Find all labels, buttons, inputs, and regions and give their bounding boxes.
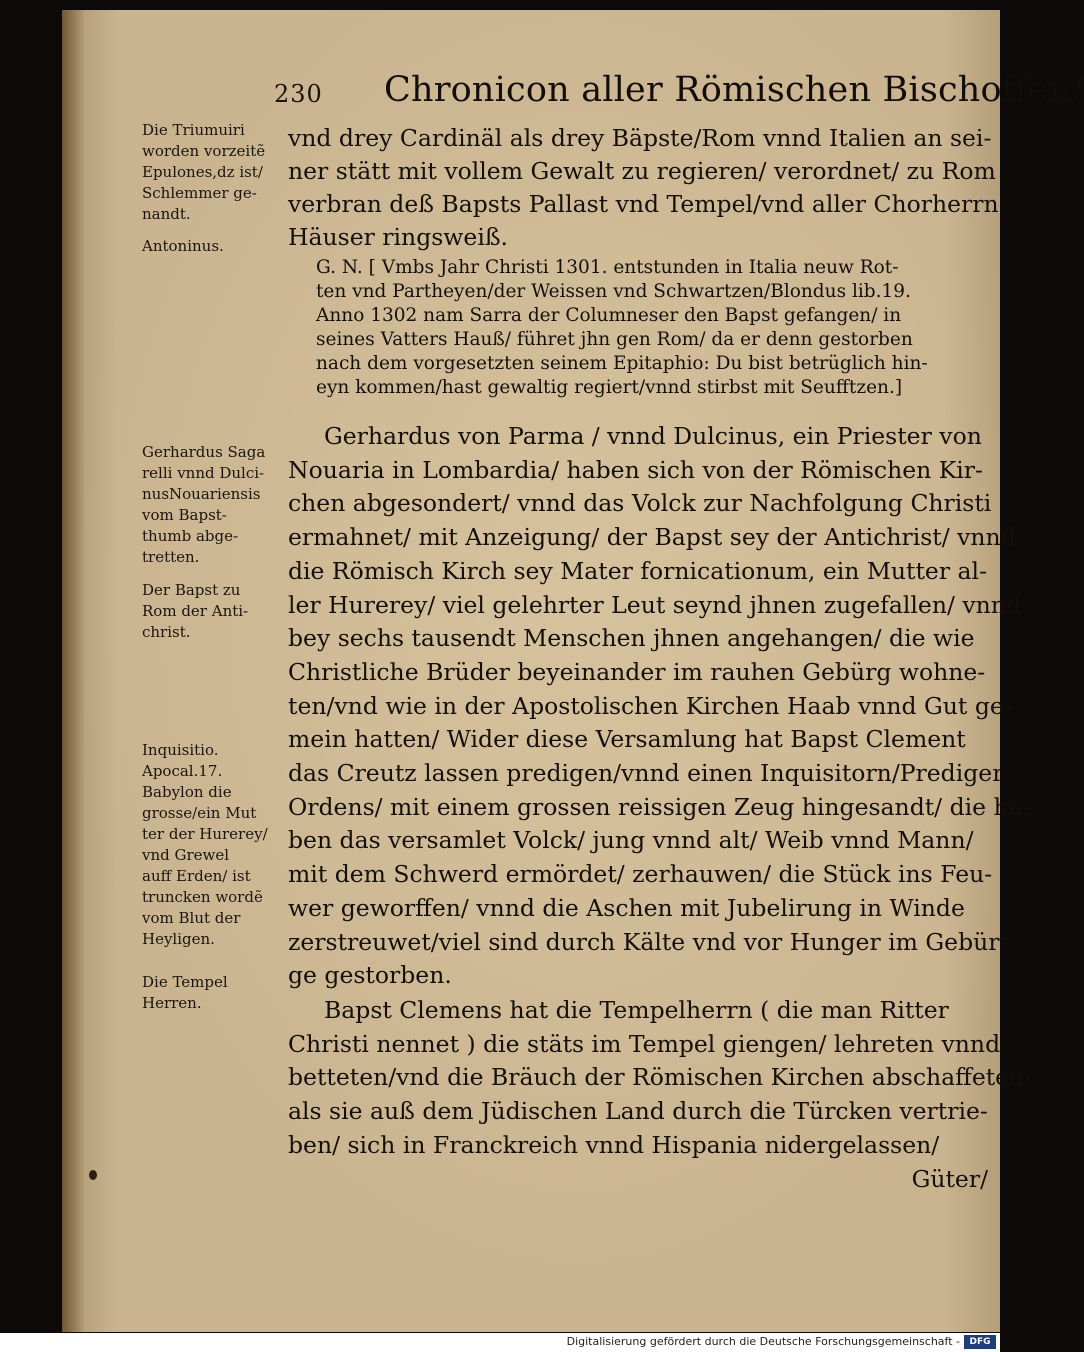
margin-note-line: Rom der Anti- (142, 602, 249, 620)
margin-note-antoninus (142, 236, 292, 257)
margin-note-line: truncken wordẽ (142, 888, 263, 906)
margin-note-line: Heyligen. (142, 930, 215, 948)
scanned-page (62, 10, 1084, 1332)
margin-note-line: vom Bapst- (142, 506, 227, 524)
text-line: ten vnd Partheyen/der Weissen vnd Schwartzen/Blondus lib.19. (316, 281, 911, 302)
text-line: ben/ sich in Franckreich vnnd Hispania nidergelassen/ (288, 1130, 940, 1159)
text-line: ermahnet/ mit Anzeigung/ der Bapst sey der Antichrist/ vnnd (288, 523, 1016, 552)
text-line: Christi nennet ) die stäts im Tempel giengen/ lehreten vnnd (288, 1029, 1001, 1058)
text-line: chen abgesondert/ vnnd das Volck zur Nachfolgung Christi (288, 489, 992, 518)
text-line: wer geworffen/ vnnd die Aschen mit Jubelirung in Winde (288, 893, 965, 922)
footer-bar (0, 1333, 1000, 1352)
text-line: vnd drey Cardinäl als drey Bäpste/Rom vnnd Italien an sei- (288, 124, 992, 152)
page-binding-edge (62, 10, 84, 1332)
text-line: G. N. [ Vmbs Jahr Christi 1301. entstunden in Italia neuw Rot- (316, 257, 899, 278)
text-line: mit dem Schwerd ermördet/ zerhauwen/ die Stück ins Feu- (288, 860, 993, 889)
paragraph-gerhardus (288, 420, 1031, 993)
text-line: ten/vnd wie in der Apostolischen Kirchen Haab vnnd Gut ge- (288, 691, 1012, 720)
margin-note-line: nandt. (142, 205, 191, 223)
paragraph-cardinals (288, 122, 999, 254)
margin-note-line: Inquisitio. (142, 741, 219, 759)
margin-note-tempel-herren (142, 972, 292, 1014)
text-line: Bapst Clemens hat die Tempelherrn ( die man Ritter (324, 996, 949, 1024)
text-line: ner stätt mit vollem Gewalt zu regieren/ verordnet/ zu Rom (288, 157, 996, 185)
text-line: Anno 1302 nam Sarra der Columneser den Bapst gefangen/ in (316, 305, 902, 326)
text-line: Gerhardus von Parma / vnnd Dulcinus, ein Priester von (324, 422, 982, 450)
margin-note-inquisitio (142, 740, 292, 950)
text-line: das Creutz lassen predigen/vnnd einen Inquisitorn/Prediger (288, 759, 1004, 788)
margin-note-line: relli vnnd Dulci- (142, 464, 265, 482)
margin-note-line: Schlemmer ge- (142, 184, 257, 202)
funding-credit: Digitalisierung gefördert durch die Deutsche Forschungsgemeinschaft - (566, 1335, 960, 1348)
paragraph-templars (288, 994, 1032, 1196)
text-line: betteten/vnd die Bräuch der Römischen Kirchen abschaffeten/ (288, 1063, 1033, 1092)
margin-note-line: Der Bapst zu (142, 581, 241, 599)
margin-note-gerhardus (142, 442, 292, 568)
margin-note-line: Die Tempel (142, 973, 228, 991)
text-line: als sie auß dem Jüdischen Land durch die Türcken vertrie- (288, 1097, 988, 1126)
ink-blot (89, 1170, 97, 1180)
text-line: ler Hurerey/ viel gelehrter Leut seynd jhnen zugefallen/ vnnd (288, 590, 1021, 619)
text-line: eyn kommen/hast gewaltig regiert/vnnd stirbst mit Seufftzen.] (316, 377, 903, 398)
margin-note-antichrist (142, 580, 292, 643)
paragraph-annotation (316, 256, 928, 400)
margin-note-line: grosse/ein Mut (142, 804, 257, 822)
running-title: Chronicon aller Römischen Bischoffen/ (384, 70, 1084, 110)
margin-note-line: Die Triumuiri (142, 121, 245, 139)
page-header (274, 62, 1084, 122)
margin-note-line: vom Blut der (142, 909, 241, 927)
margin-note-line: Antoninus. (142, 237, 224, 255)
margin-note-line: tretten. (142, 548, 200, 566)
margin-note-line: Apocal.17. (142, 762, 223, 780)
text-line: verbran deß Bapsts Pallast vnd Tempel/vnd aller Chorherrn (288, 190, 999, 218)
catchword: Güter/ (911, 1164, 988, 1193)
text-line: bey sechs tausendt Menschen jhnen angehangen/ die wie (288, 624, 975, 653)
text-line: die Römisch Kirch sey Mater fornicationum, ein Mutter al- (288, 556, 988, 585)
margin-note-line: Epulones,dz ist/ (142, 163, 263, 181)
margin-note-line: nusNouariensis (142, 485, 261, 503)
text-line: Christliche Brüder beyeinander im rauhen Gebürg wohne- (288, 657, 986, 686)
margin-note-line: worden vorzeitẽ (142, 142, 266, 160)
margin-note-line: vnd Grewel (142, 846, 230, 864)
page-number: 230 (274, 80, 323, 108)
margin-note-line: thumb abge- (142, 527, 239, 545)
margin-note-line: Babylon die (142, 783, 232, 801)
dfg-logo-icon: DFG (964, 1335, 996, 1349)
text-line: seines Vatters Hauß/ führet jhn gen Rom/ da er denn gestorben (316, 329, 913, 350)
margin-notes (142, 120, 292, 1120)
text-line: Häuser ringsweiß. (288, 223, 509, 251)
margin-note-line: ter der Hurerey/ (142, 825, 268, 843)
text-line: ge gestorben. (288, 961, 452, 990)
text-line: nach dem vorgesetzten seinem Epitaphio: Du bist betrüglich hin- (316, 353, 928, 374)
text-line: Nouaria in Lombardia/ haben sich von der Römischen Kir- (288, 455, 983, 484)
margin-note-line: auff Erden/ ist (142, 867, 251, 885)
text-line: ben das versamlet Volck/ jung vnnd alt/ Weib vnnd Mann/ (288, 826, 974, 855)
margin-note-triumviri (142, 120, 292, 225)
margin-note-line: Herren. (142, 994, 202, 1012)
text-line: mein hatten/ Wider diese Versamlung hat Bapst Clement (288, 725, 966, 754)
text-line: Ordens/ mit einem grossen reissigen Zeug hingesandt/ die ha- (288, 792, 1031, 821)
text-line: zerstreuwet/viel sind durch Kälte vnd vor Hunger im Gebür- (288, 927, 1008, 956)
margin-note-line: christ. (142, 623, 191, 641)
margin-note-line: Gerhardus Saga (142, 443, 266, 461)
